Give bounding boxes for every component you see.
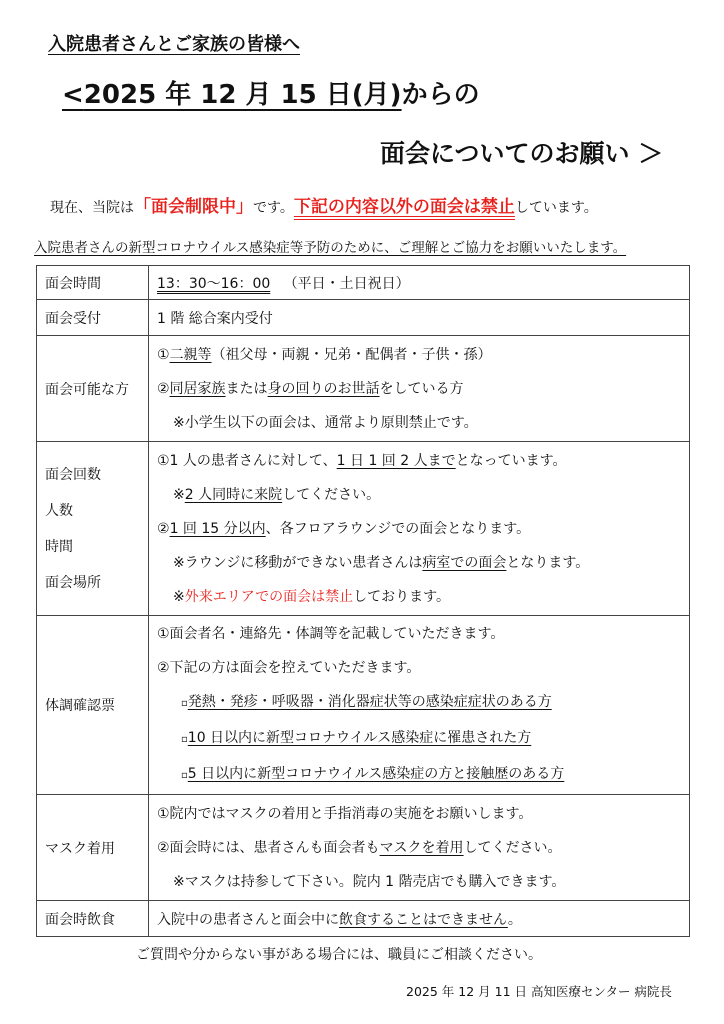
- page-title: [62, 74, 480, 111]
- label-visiting-time: 面会時間: [37, 266, 149, 300]
- row-count: [37, 442, 690, 616]
- list-item: ①二親等（祖父母・両親・兄弟・配偶者・子供・孫）: [157, 346, 492, 363]
- value-health-check: [149, 616, 690, 795]
- title-date: 2025 年 12 月 15 日(月): [83, 80, 402, 110]
- checkbox-icon: ▫: [181, 698, 188, 709]
- list-item: ②1 回 15 分以内、各フロアラウンジでの面会となります。: [157, 520, 531, 537]
- visiting-rules-table: [36, 265, 690, 937]
- label-reception: 面会受付: [37, 300, 149, 336]
- value-mask: [149, 795, 690, 901]
- label-health-check: 体調確認票: [37, 616, 149, 795]
- page-subtitle: 面会についてのお願い ＞: [380, 139, 664, 168]
- list-item: ②面会時には、患者さんも面会者もマスクを着用してください。: [157, 839, 562, 856]
- notice-mid: です。: [253, 200, 294, 216]
- label-eligible: 面会可能な方: [37, 336, 149, 442]
- label-mask: マスク着用: [37, 795, 149, 901]
- list-item: ※マスクは持参して下さい。院内 1 階売店でも購入できます。: [173, 873, 566, 890]
- visiting-hours: 13：30～16：00: [157, 275, 271, 292]
- row-reception: [37, 300, 690, 336]
- intro-text: 入院患者さんの新型コロナウイルス感染症等予防のために、ご理解とご協力をお願いいたします。: [34, 240, 627, 256]
- footer-note: ご質問や分からない事がある場合には、職員にご相談ください。: [136, 947, 542, 963]
- list-item: ①1 人の患者さんに対して、1 日 1 回 2 人までとなっています。: [157, 452, 567, 469]
- list-item: ②下記の方は面会を控えていただきます。: [157, 660, 421, 676]
- list-item: ※小学生以下の面会は、通常より原則禁止です。: [173, 414, 478, 431]
- checkbox-icon: ▫: [181, 770, 188, 781]
- value-eating: 入院中の患者さんと面会中に飲食することはできません。: [149, 901, 690, 937]
- label-eating: 面会時飲食: [37, 901, 149, 937]
- list-item: ▫5 日以内に新型コロナウイルス感染症の方と接触歴のある方: [181, 766, 565, 782]
- title-open: <: [62, 80, 84, 110]
- row-eating: [37, 901, 690, 937]
- list-item: ▫発熱・発疹・呼吸器・消化器症状等の感染症症状のある方: [181, 694, 552, 710]
- list-item: ①院内ではマスクの着用と手指消毒の実施をお願いします。: [157, 805, 533, 822]
- list-item: ①面会者名・連絡先・体調等を記載していただきます。: [157, 626, 505, 642]
- visiting-days: （平日・土日祝日）: [283, 275, 410, 292]
- greeting: 入院患者さんとご家族の皆様へ: [48, 34, 300, 55]
- row-mask: [37, 795, 690, 901]
- row-visiting-time: [37, 266, 690, 300]
- signature: 2025 年 12 月 11 日 高知医療センター 病院長: [406, 984, 672, 999]
- value-visiting-time: [149, 266, 690, 300]
- list-item: ※外来エリアでの面会は禁止しております。: [173, 588, 451, 605]
- label-count: 面会回数 人数 時間 面会場所: [37, 442, 149, 616]
- row-health-check: [37, 616, 690, 795]
- restriction-notice: [50, 192, 598, 217]
- title-suffix: からの: [401, 80, 480, 110]
- value-eligible: [149, 336, 690, 442]
- list-item: ▫10 日以内に新型コロナウイルス感染症に罹患された方: [181, 730, 532, 746]
- value-reception: 1 階 総合案内受付: [149, 300, 690, 336]
- prohibition-text: 下記の内容以外の面会は禁止: [293, 197, 515, 217]
- restriction-status: 「面会制限中」: [134, 197, 253, 217]
- row-eligible: [37, 336, 690, 442]
- list-item: ※ラウンジに移動ができない患者さんは病室での面会となります。: [173, 554, 590, 571]
- notice-prefix: 現在、当院は: [50, 200, 134, 216]
- list-item: ②同居家族または身の回りのお世話をしている方: [157, 380, 464, 397]
- checkbox-icon: ▫: [181, 734, 188, 745]
- notice-suffix: しています。: [514, 200, 598, 216]
- value-count: [149, 442, 690, 616]
- list-item: ※2 人同時に来院してください。: [173, 486, 381, 503]
